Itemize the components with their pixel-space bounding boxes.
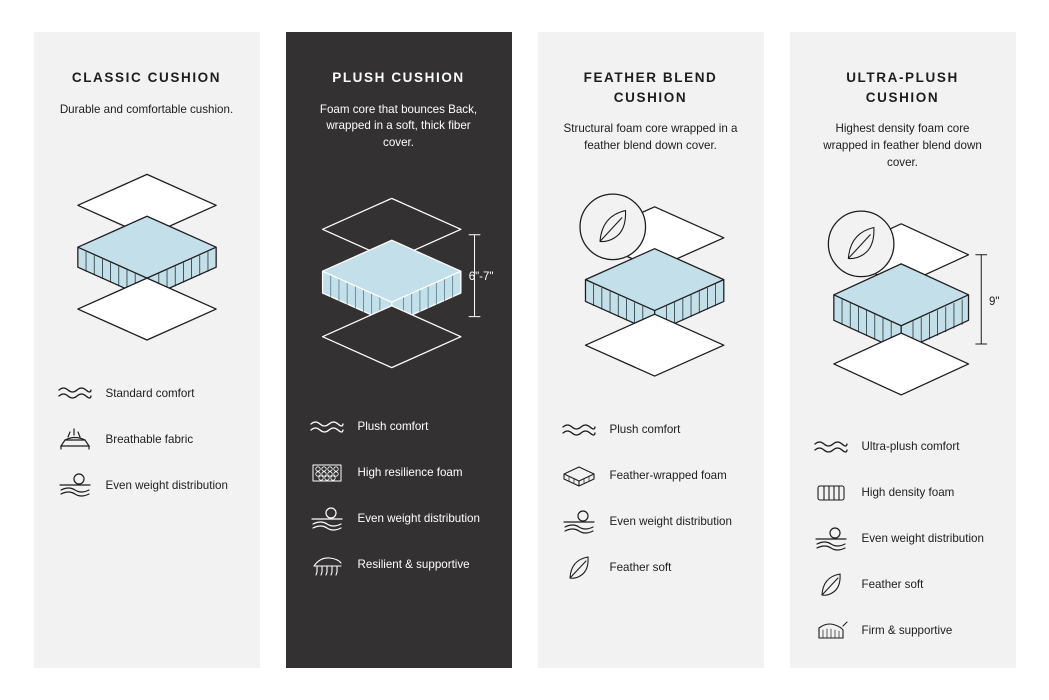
even-weight-distribution-icon <box>56 470 94 500</box>
list-item <box>560 507 742 537</box>
list-item-label: Even weight distribution <box>609 514 732 528</box>
wave-lines-icon <box>56 378 94 408</box>
list-item <box>560 461 742 491</box>
feature-list <box>56 378 238 500</box>
card-description: Durable and comfortable cushion. <box>59 102 234 116</box>
list-item <box>308 412 490 442</box>
list-item-label: Even weight distribution <box>861 531 984 545</box>
list-item <box>812 616 994 646</box>
list-item-label: Feather-wrapped foam <box>609 468 727 482</box>
card-title: CLASSIC CUSHION <box>71 70 222 85</box>
feather-wrapped-foam-icon <box>560 461 598 491</box>
list-item <box>560 415 742 445</box>
list-item <box>812 478 994 508</box>
list-item <box>308 550 490 580</box>
cushion-card-feather-blend <box>538 32 764 668</box>
card-title: FEATHER BLEND CUSHION <box>583 70 718 105</box>
dimension-label: 6"-7" <box>468 270 494 283</box>
list-item-label: Breathable fabric <box>105 432 194 446</box>
even-weight-distribution-icon <box>560 507 598 537</box>
breathable-fabric-icon <box>56 424 94 454</box>
list-item-label: Standard comfort <box>105 386 195 400</box>
resilient-support-icon <box>308 550 346 580</box>
card-description: Highest density foam core wrapped in feather blend down cover. <box>823 122 982 169</box>
feature-list <box>560 415 742 583</box>
wave-lines-icon <box>308 412 346 442</box>
card-description: Structural foam core wrapped in a feather blend down cover. <box>563 122 738 152</box>
list-item <box>308 458 490 488</box>
list-item-label: Even weight distribution <box>105 478 228 492</box>
list-item <box>308 504 490 534</box>
list-item-label: Ultra-plush comfort <box>861 439 960 453</box>
list-item-label: Firm & supportive <box>861 623 953 637</box>
cushion-card-ultra-plush <box>790 32 1016 668</box>
cushion-card-plush <box>286 32 512 668</box>
card-description: Foam core that bounces Back, wrapped in a soft, thick fiber cover. <box>319 102 478 150</box>
feature-list <box>308 412 490 580</box>
list-item-label: Even weight distribution <box>357 512 480 526</box>
wave-lines-icon <box>812 432 850 462</box>
list-item-label: High resilience foam <box>357 466 463 480</box>
list-item <box>812 570 994 600</box>
list-item-label: High density foam <box>861 485 955 499</box>
list-item-label: Plush comfort <box>357 420 429 434</box>
cushion-layer-diagram <box>56 124 238 374</box>
card-title: PLUSH CUSHION <box>332 70 465 85</box>
list-item <box>560 553 742 583</box>
cushion-card-classic <box>34 32 260 668</box>
feature-list <box>812 432 994 646</box>
firm-supportive-icon <box>812 616 850 646</box>
feather-icon <box>560 553 598 583</box>
list-item <box>812 524 994 554</box>
wave-lines-icon <box>560 415 598 445</box>
card-title: ULTRA-PLUSH CUSHION <box>846 70 959 105</box>
list-item <box>56 378 238 408</box>
list-item-label: Plush comfort <box>609 422 681 436</box>
list-item <box>56 424 238 454</box>
list-item <box>812 432 994 462</box>
even-weight-distribution-icon <box>308 504 346 534</box>
cushion-layer-diagram <box>560 161 742 411</box>
list-item-label: Feather soft <box>861 577 924 591</box>
even-weight-distribution-icon <box>812 524 850 554</box>
cushion-layer-diagram <box>812 178 1000 428</box>
high-density-foam-icon <box>812 478 850 508</box>
honeycomb-foam-icon <box>308 458 346 488</box>
list-item-label: Feather soft <box>609 560 672 574</box>
feather-icon <box>812 570 850 600</box>
dimension-label: 9" <box>989 295 1000 308</box>
list-item-label: Resilient & supportive <box>357 558 470 572</box>
cushion-layer-diagram <box>308 158 494 408</box>
list-item <box>56 470 238 500</box>
